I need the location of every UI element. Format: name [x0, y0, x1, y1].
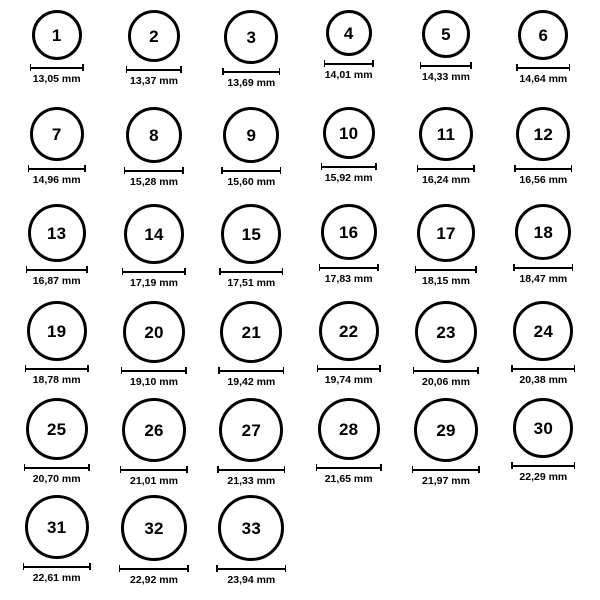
diameter-dimension	[25, 365, 89, 386]
diameter-dimension	[24, 464, 90, 485]
ring-circle	[417, 204, 475, 262]
ring-circle	[224, 10, 278, 64]
caliper-icon	[417, 165, 475, 172]
diameter-label: 21,01 mm	[130, 475, 178, 487]
diameter-dimension	[23, 563, 91, 584]
ring-circle	[223, 107, 279, 163]
ring-size-cell	[203, 10, 299, 107]
caliper-icon	[126, 66, 182, 73]
diameter-label: 16,24 mm	[422, 174, 470, 186]
caliper-icon	[30, 64, 84, 71]
ring-circle	[422, 10, 470, 58]
diameter-dimension	[317, 365, 381, 386]
diameter-label: 19,42 mm	[227, 376, 276, 388]
ring-size-cell	[495, 10, 591, 107]
ring-size-label: 15	[241, 224, 261, 244]
ring-size-cell	[9, 204, 105, 301]
ring-size-label: 26	[144, 420, 164, 440]
ring-size-label: 9	[246, 125, 257, 145]
diameter-label: 16,87 mm	[32, 275, 81, 287]
ring-circle	[219, 398, 283, 462]
ring-size-label: 4	[343, 23, 354, 43]
diameter-dimension	[324, 60, 374, 81]
ring-circle	[516, 107, 570, 161]
ring-size-cell	[495, 398, 591, 495]
ring-size-label: 29	[436, 420, 456, 440]
caliper-icon	[122, 268, 186, 275]
diameter-dimension	[415, 266, 477, 287]
caliper-icon	[218, 367, 284, 374]
diameter-label: 16,56 mm	[519, 174, 568, 186]
diameter-dimension	[124, 167, 184, 188]
ring-circle	[513, 398, 573, 458]
caliper-icon	[412, 466, 480, 473]
ring-size-cell	[398, 204, 494, 301]
ring-circle	[126, 107, 182, 163]
caliper-icon	[23, 563, 91, 570]
ring-circle	[415, 301, 477, 363]
ring-size-cell	[106, 10, 202, 107]
diameter-label: 22,61 mm	[32, 572, 81, 584]
caliper-icon	[120, 466, 188, 473]
ring-size-cell	[106, 107, 202, 204]
diameter-label: 21,97 mm	[422, 475, 470, 487]
diameter-label: 13,69 mm	[227, 77, 276, 89]
ring-circle	[414, 398, 478, 462]
ring-size-label: 30	[533, 418, 553, 438]
ring-size-cell	[106, 204, 202, 301]
diameter-label: 17,83 mm	[324, 273, 373, 285]
ring-size-label: 25	[47, 419, 67, 439]
ring-size-label: 3	[246, 27, 257, 47]
ring-size-cell	[9, 301, 105, 398]
ring-size-label: 22	[339, 321, 359, 341]
diameter-dimension	[126, 66, 182, 87]
ring-size-cell	[301, 398, 397, 495]
diameter-dimension	[122, 268, 186, 289]
diameter-dimension	[420, 62, 472, 83]
ring-circle	[513, 301, 573, 361]
ring-circle	[221, 204, 281, 264]
ring-circle	[32, 10, 82, 60]
ring-size-cell	[203, 398, 299, 495]
ring-circle	[27, 301, 87, 361]
ring-size-cell	[301, 204, 397, 301]
ring-size-label: 31	[47, 517, 67, 537]
caliper-icon	[317, 365, 381, 372]
ring-size-cell	[301, 10, 397, 107]
caliper-icon	[217, 466, 285, 473]
ring-size-label: 32	[144, 518, 164, 538]
ring-size-cell	[9, 10, 105, 107]
diameter-label: 15,28 mm	[130, 176, 178, 188]
ring-size-label: 7	[51, 124, 62, 144]
ring-size-cell	[203, 301, 299, 398]
diameter-dimension	[120, 466, 188, 487]
diameter-label: 15,92 mm	[324, 172, 373, 184]
ring-size-cell	[106, 398, 202, 495]
ring-circle	[319, 301, 379, 361]
caliper-icon	[121, 367, 187, 374]
ring-size-label: 11	[436, 124, 456, 144]
diameter-label: 17,51 mm	[227, 277, 276, 289]
ring-size-label: 27	[241, 420, 261, 440]
diameter-label: 15,60 mm	[227, 176, 276, 188]
caliper-icon	[119, 565, 189, 572]
diameter-dimension	[121, 367, 187, 388]
diameter-label: 17,19 mm	[130, 277, 178, 289]
diameter-label: 20,06 mm	[422, 376, 470, 388]
caliper-icon	[221, 167, 281, 174]
ring-size-label: 1	[51, 25, 62, 45]
ring-size-cell	[495, 204, 591, 301]
ring-size-cell	[203, 204, 299, 301]
ring-size-label: 12	[533, 124, 553, 144]
ring-circle	[218, 495, 284, 561]
diameter-label: 20,38 mm	[519, 374, 568, 386]
diameter-label: 22,29 mm	[519, 471, 568, 483]
diameter-dimension	[516, 64, 570, 85]
ring-size-cell	[106, 301, 202, 398]
diameter-label: 14,64 mm	[519, 73, 568, 85]
diameter-dimension	[413, 367, 479, 388]
diameter-dimension	[221, 167, 281, 188]
diameter-dimension	[222, 68, 280, 89]
ring-size-label: 5	[441, 24, 451, 44]
diameter-dimension	[28, 165, 86, 186]
ring-size-label: 33	[241, 518, 261, 538]
caliper-icon	[516, 64, 570, 71]
ring-size-cell	[9, 398, 105, 495]
diameter-label: 21,65 mm	[324, 473, 373, 485]
ring-size-label: 2	[149, 26, 159, 46]
ring-size-label: 8	[149, 125, 159, 145]
caliper-icon	[413, 367, 479, 374]
ring-size-label: 19	[47, 321, 67, 341]
diameter-dimension	[316, 464, 382, 485]
ring-size-label: 23	[436, 322, 456, 342]
ring-size-cell	[398, 301, 494, 398]
ring-size-cell	[398, 107, 494, 204]
diameter-dimension	[119, 565, 189, 586]
ring-size-label: 10	[339, 123, 359, 143]
caliper-icon	[513, 264, 573, 271]
caliper-icon	[219, 268, 283, 275]
diameter-label: 22,92 mm	[130, 574, 178, 586]
ring-circle	[220, 301, 282, 363]
ring-circle	[128, 10, 180, 62]
ring-size-cell	[398, 398, 494, 495]
ring-circle	[122, 398, 186, 462]
diameter-dimension	[26, 266, 88, 287]
ring-circle	[419, 107, 473, 161]
diameter-dimension	[511, 365, 575, 386]
diameter-label: 18,47 mm	[519, 273, 568, 285]
diameter-label: 14,01 mm	[324, 69, 373, 81]
caliper-icon	[316, 464, 382, 471]
caliper-icon	[124, 167, 184, 174]
diameter-dimension	[511, 462, 575, 483]
diameter-label: 21,33 mm	[227, 475, 276, 487]
diameter-dimension	[321, 163, 377, 184]
ring-circle	[30, 107, 84, 161]
ring-size-label: 20	[144, 322, 164, 342]
diameter-label: 20,70 mm	[32, 473, 81, 485]
diameter-dimension	[216, 565, 286, 586]
caliper-icon	[24, 464, 90, 471]
diameter-label: 14,33 mm	[422, 71, 470, 83]
ring-circle	[26, 398, 88, 460]
diameter-dimension	[219, 268, 283, 289]
ring-size-cell	[301, 107, 397, 204]
ring-size-cell	[9, 495, 105, 592]
ring-size-grid	[8, 10, 592, 592]
ring-size-label: 18	[533, 222, 553, 242]
ring-circle	[518, 10, 568, 60]
diameter-dimension	[30, 64, 84, 85]
ring-size-cell	[203, 495, 299, 592]
diameter-label: 14,96 mm	[32, 174, 81, 186]
ring-size-label: 13	[47, 223, 67, 243]
ring-size-cell	[495, 301, 591, 398]
ring-circle	[318, 398, 380, 460]
diameter-label: 23,94 mm	[227, 574, 276, 586]
ring-size-label: 28	[339, 419, 359, 439]
caliper-icon	[222, 68, 280, 75]
ring-size-label: 16	[339, 222, 359, 242]
ring-size-cell	[398, 10, 494, 107]
caliper-icon	[420, 62, 472, 69]
caliper-icon	[216, 565, 286, 572]
caliper-icon	[25, 365, 89, 372]
caliper-icon	[511, 365, 575, 372]
diameter-dimension	[514, 165, 572, 186]
ring-circle	[123, 301, 185, 363]
caliper-icon	[321, 163, 377, 170]
diameter-label: 19,10 mm	[130, 376, 178, 388]
ring-circle	[121, 495, 187, 561]
diameter-dimension	[319, 264, 379, 285]
diameter-label: 19,74 mm	[324, 374, 373, 386]
diameter-label: 18,78 mm	[32, 374, 81, 386]
ring-size-cell	[106, 495, 202, 592]
ring-size-label: 17	[436, 223, 456, 243]
ring-circle	[28, 204, 86, 262]
ring-size-cell	[9, 107, 105, 204]
caliper-icon	[324, 60, 374, 67]
ring-circle	[323, 107, 375, 159]
ring-size-cell	[301, 301, 397, 398]
ring-size-label: 24	[533, 321, 553, 341]
caliper-icon	[514, 165, 572, 172]
caliper-icon	[319, 264, 379, 271]
diameter-dimension	[513, 264, 573, 285]
diameter-dimension	[217, 466, 285, 487]
diameter-dimension	[412, 466, 480, 487]
caliper-icon	[415, 266, 477, 273]
diameter-label: 13,05 mm	[32, 73, 81, 85]
ring-circle	[326, 10, 372, 56]
ring-circle	[515, 204, 571, 260]
diameter-label: 18,15 mm	[422, 275, 470, 287]
ring-circle	[321, 204, 377, 260]
ring-size-label: 21	[241, 322, 261, 342]
diameter-label: 13,37 mm	[130, 75, 178, 87]
diameter-dimension	[218, 367, 284, 388]
ring-size-cell	[203, 107, 299, 204]
ring-size-label: 14	[144, 224, 164, 244]
ring-size-cell	[495, 107, 591, 204]
diameter-dimension	[417, 165, 475, 186]
caliper-icon	[28, 165, 86, 172]
caliper-icon	[26, 266, 88, 273]
ring-size-label: 6	[538, 25, 549, 45]
ring-circle	[124, 204, 184, 264]
ring-circle	[25, 495, 89, 559]
caliper-icon	[511, 462, 575, 469]
